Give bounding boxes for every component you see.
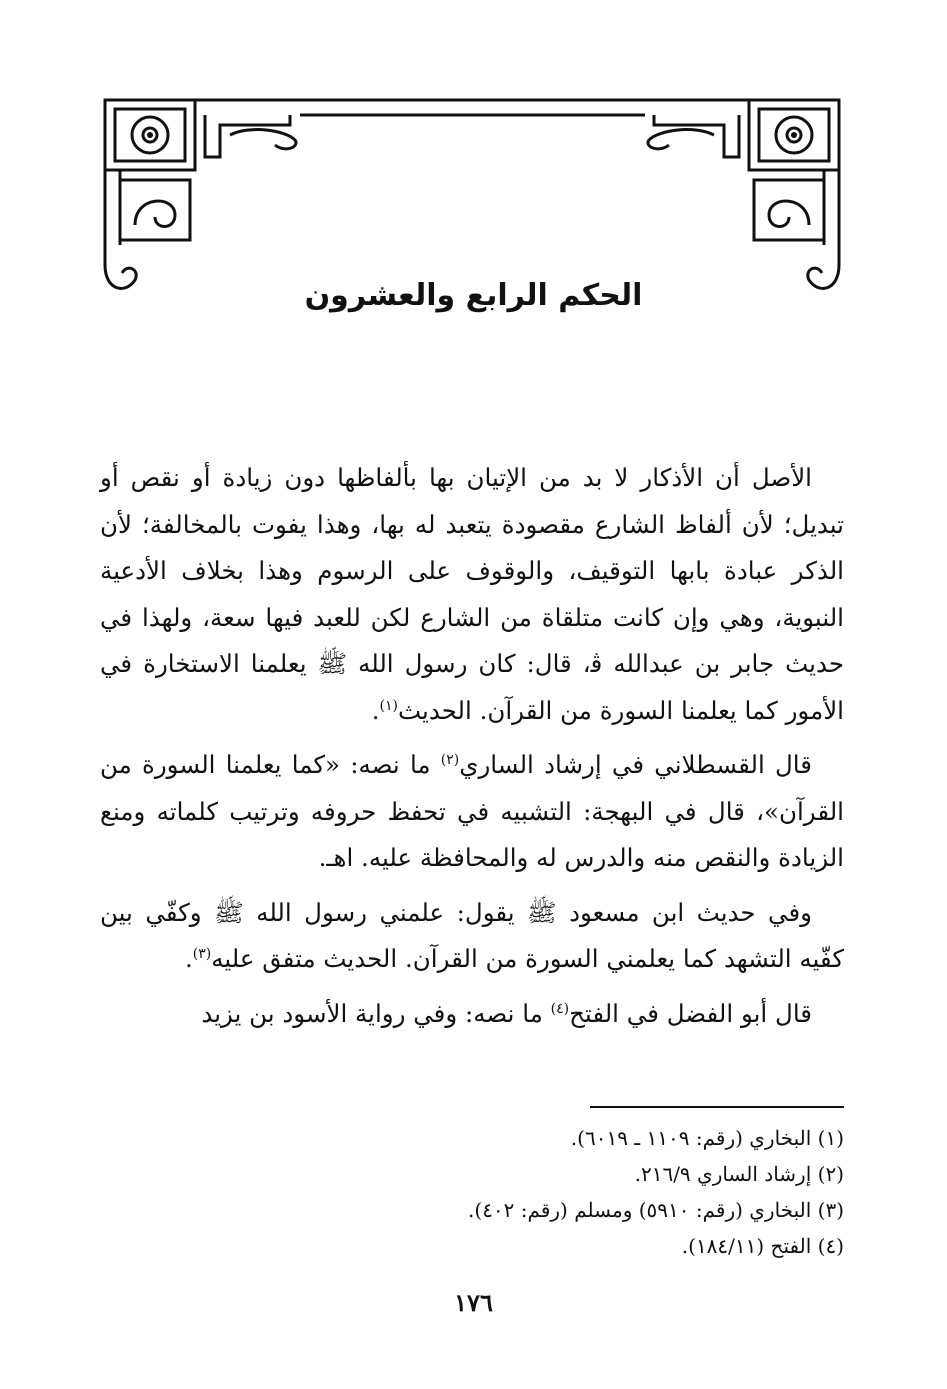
body-text xyxy=(100,455,844,1045)
footnote-separator xyxy=(590,1106,844,1108)
footnote-4: (٤) الفتح (١٨٤/١١). xyxy=(681,1234,844,1258)
footnote-ref-4[interactable]: (٤) xyxy=(550,1000,570,1017)
footnote-1: (١) البخاري (رقم: ١١٠٩ ـ ٦٠١٩). xyxy=(570,1126,844,1150)
paragraph-2: قال القسطلاني في إرشاد الساري$^{(٢)}$ ما نصه: «كما يعلمنا السورة من القرآن»، قال في البهجة: التشبيه في تحفظ حروفه وترتيب كلماته ومنع الزيادة والنقص منه والدرس له والمحافظة عليه. اهـ. xyxy=(100,750,844,872)
paragraph-4: قال أبو الفضل في الفتح$^{(٤)}$ ما نصه: وفي رواية الأسود بن يزيد xyxy=(201,998,812,1028)
page-heading: الحكم الرابع والعشرون xyxy=(304,278,643,313)
footnote-2: (٢) إرشاد الساري ٢١٦/٩. xyxy=(634,1162,844,1186)
paragraph-1: الأصل أن الأذكار لا بد من الإتيان بها بألفاظها دون زيادة أو نقص أو تبديل؛ لأن ألفاظ الشارع مقصودة يتعبد له بها، وهذا يفوت بالمخالفة؛ لأن الذكر عبادة بابها التوقيف، والوقوف على الرسوم وهذا بخلاف الأدعية النبوية، وهي وإن كانت متلقاة من الشارع لكن للعبد فيها سعة، ولهذا في حديث جابر بن عبدالله ﭬ، قال: كان رسول الله ﷺ يعلمنا الاستخارة في الأمور كما يعلمنا السورة من القرآن. الحديث$^{(١)}$. xyxy=(100,463,844,725)
decorative-frame xyxy=(100,95,844,305)
footnotes xyxy=(100,1120,844,1264)
footnote-ref-3[interactable]: (٣) xyxy=(192,945,212,962)
footnote-3: (٣) البخاري (رقم: ٥٩١٠) ومسلم (رقم: ٤٠٢). xyxy=(468,1198,844,1222)
page-number: ١٧٦ xyxy=(454,1288,493,1317)
footnote-ref-2[interactable]: (٢) xyxy=(440,751,460,768)
paragraph-3: وفي حديث ابن مسعود ﷺ يقول: علمني رسول الله ﷺ وكفّي بين كفّيه التشهد كما يعلمني السورة من القرآن. الحديث متفق عليه$^{(٣)}$. xyxy=(100,897,844,973)
footnote-ref-1[interactable]: (١) xyxy=(379,697,398,714)
